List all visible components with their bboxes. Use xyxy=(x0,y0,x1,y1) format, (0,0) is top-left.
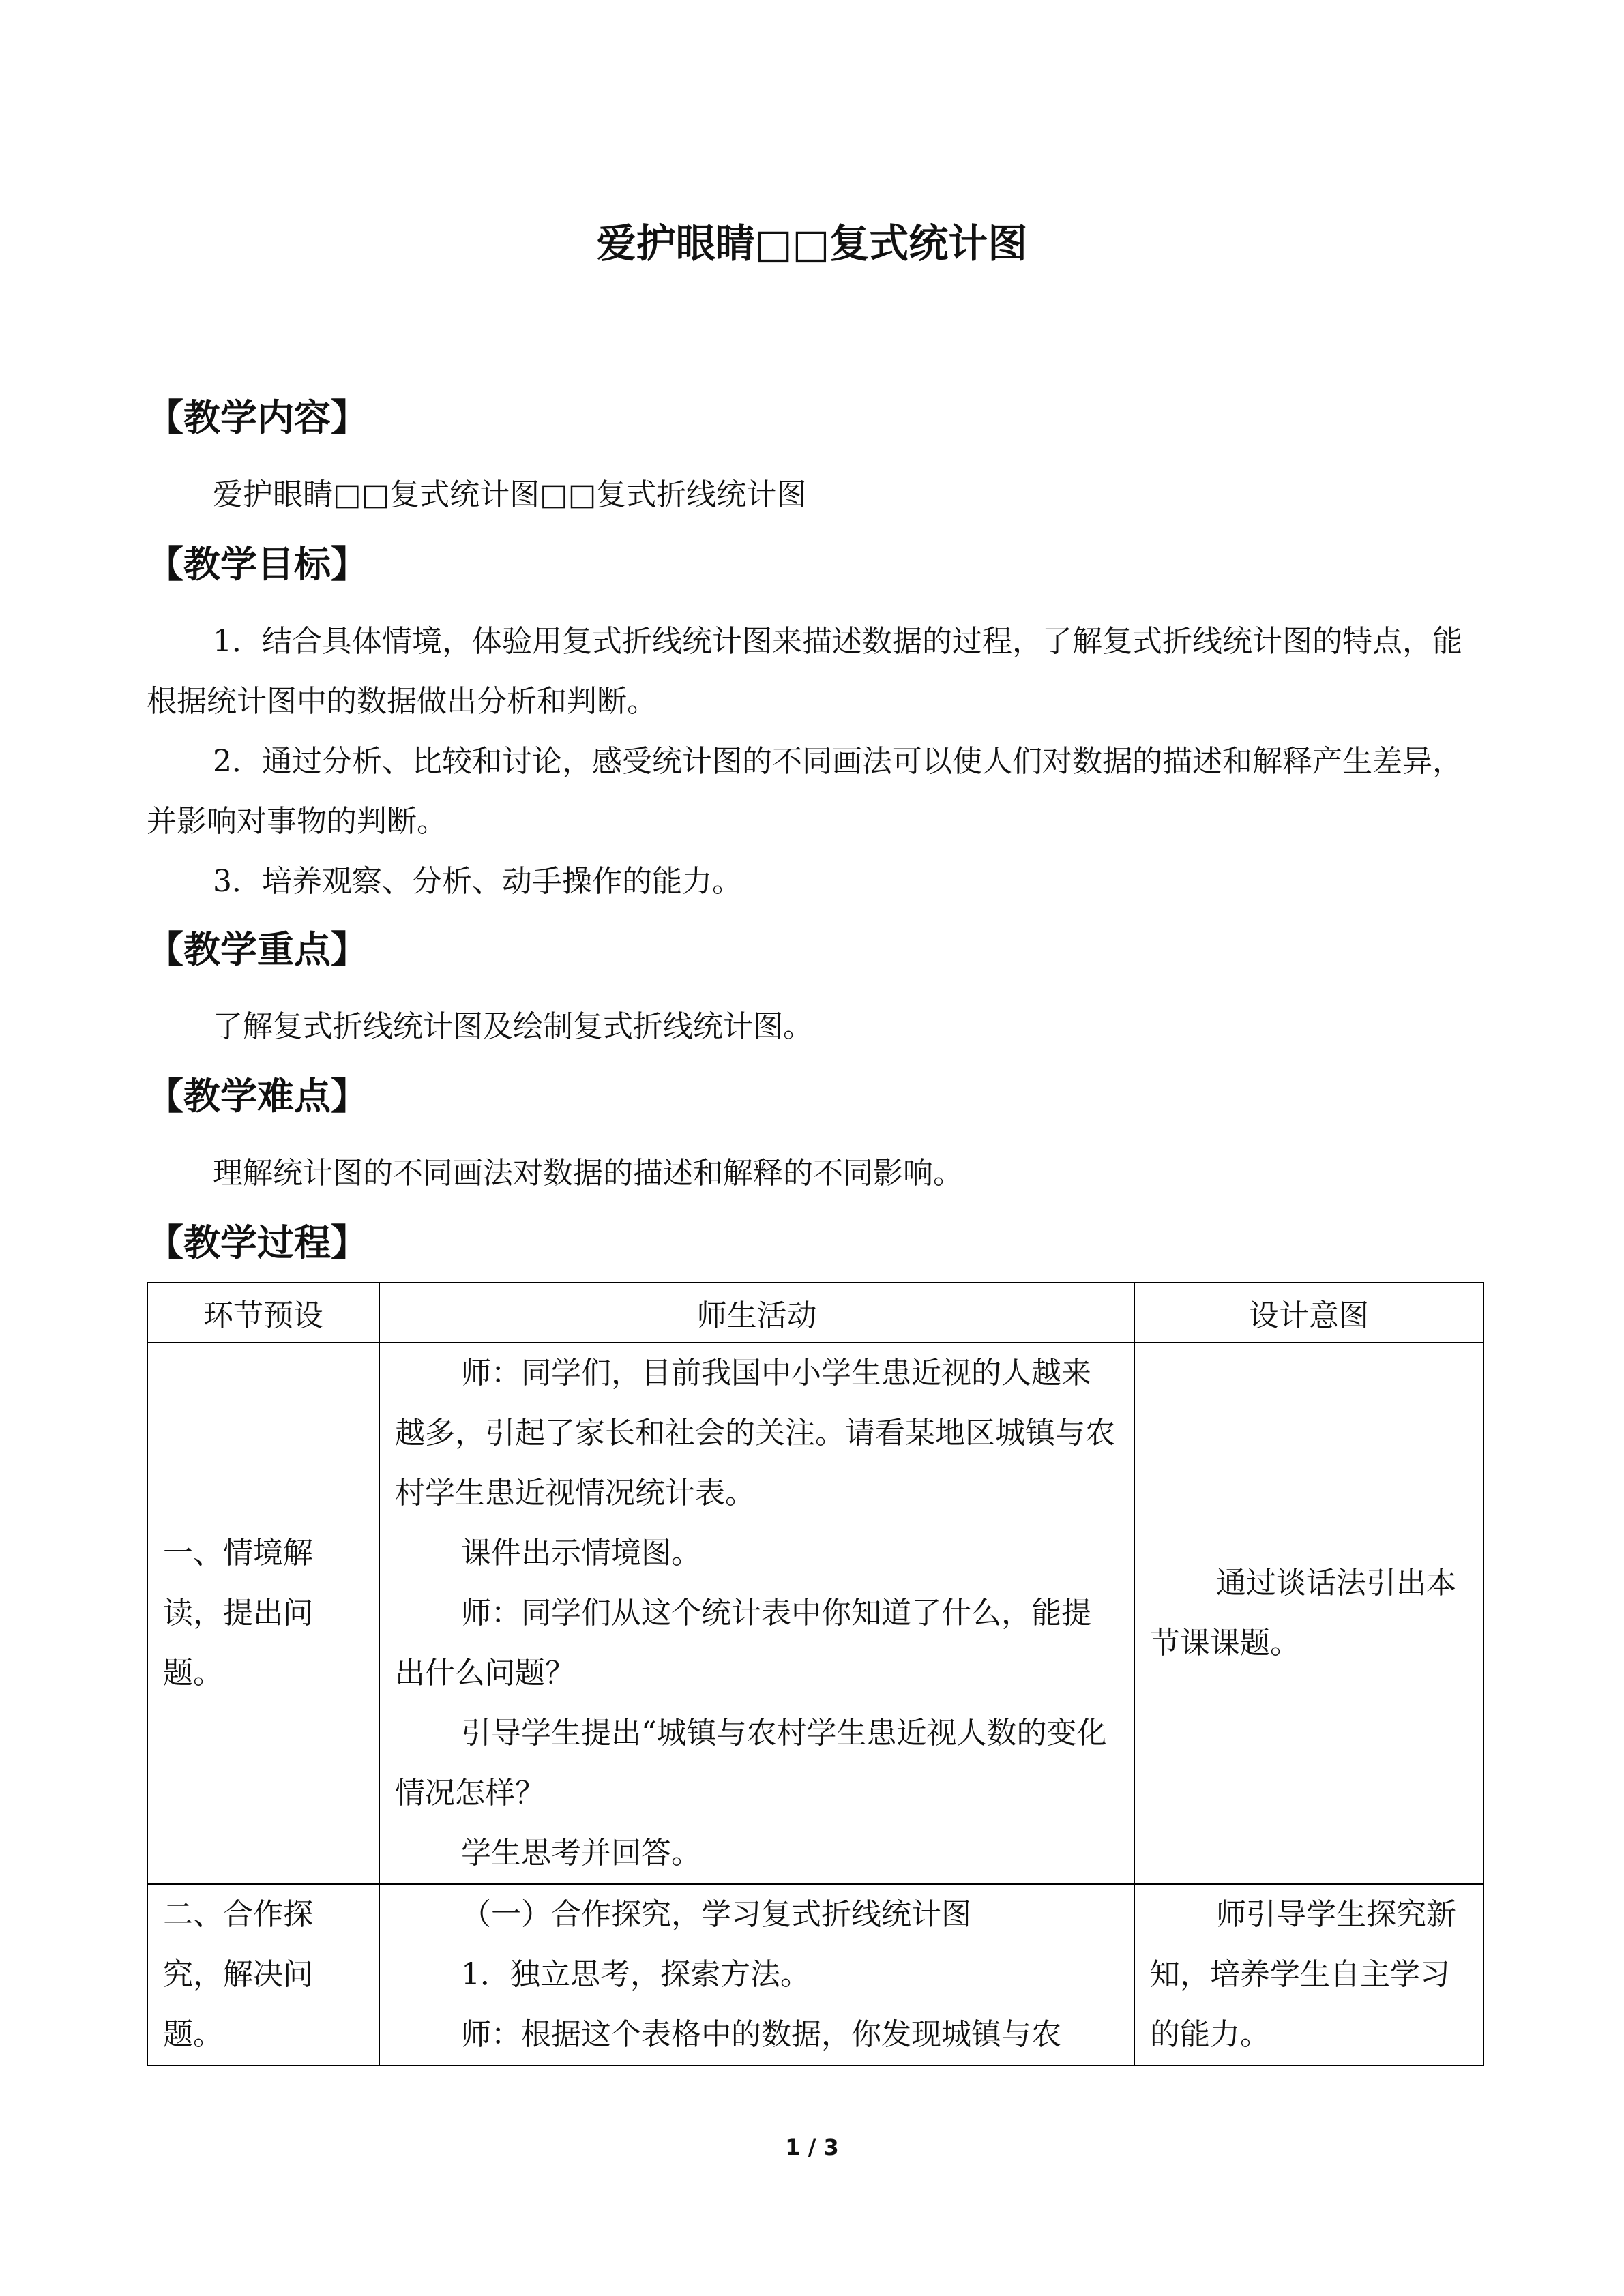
stage-cell xyxy=(147,1884,379,2066)
activity-line: 学生思考并回答。 xyxy=(461,1836,701,1870)
activity-line: 师：同学们从这个统计表中你知道了什么，能提出什么问题？ xyxy=(395,1596,1091,1690)
heading-content: 【教学内容】 xyxy=(147,396,368,439)
activity-line: 引导学生提出“城镇与农村学生患近视人数的变化情况怎样？ xyxy=(395,1716,1107,1810)
content-paragraph: 爱护眼睛□□复式统计图□□复式折线统计图 xyxy=(213,477,807,512)
objective-item-2: 2．通过分析、比较和讨论，感受统计图的不同画法可以使人们对数据的描述和解释产生差异，并影响对事物的判断。 xyxy=(147,744,1462,839)
activity-line: 师：同学们，目前我国中小学生患近视的人越来越多，引起了家长和社会的关注。请看某地区城镇与农村学生患近视情况统计表。 xyxy=(395,1356,1115,1510)
activity-line: 师：根据这个表格中的数据，你发现城镇与农 xyxy=(461,2017,1061,2052)
activities-cell xyxy=(379,1343,1134,1884)
table-header-row xyxy=(147,1283,1483,1343)
activity-line: 课件出示情境图。 xyxy=(461,1536,701,1570)
process-table xyxy=(147,1282,1484,2066)
difficulties-paragraph: 理解统计图的不同画法对数据的描述和解释的不同影响。 xyxy=(213,1156,963,1191)
objective-item-1: 1．结合具体情境，体验用复式折线统计图来描述数据的过程，了解复式折线统计图的特点，能根据统计图中的数据做出分析和判断。 xyxy=(147,624,1462,719)
table-row xyxy=(147,1343,1483,1884)
objective-item-3: 3．培养观察、分析、动手操作的能力。 xyxy=(213,864,742,899)
page-number: 1 / 3 xyxy=(785,2134,839,2160)
intent-text: 通过谈话法引出本节课课题。 xyxy=(1150,1566,1456,1660)
difficulties-text xyxy=(147,1144,1477,1204)
stage-line: 题。 xyxy=(163,1656,223,1690)
stage-line: 二、合作探 xyxy=(163,1897,313,1932)
header-activities: 师生活动 xyxy=(379,1283,1134,1343)
table-row xyxy=(147,1884,1483,2066)
content-text xyxy=(147,465,1477,525)
heading-process: 【教学过程】 xyxy=(147,1221,368,1264)
heading-objectives: 【教学目标】 xyxy=(147,543,368,586)
stage-line: 究，解决问 xyxy=(163,1957,313,1992)
intent-cell xyxy=(1134,1343,1483,1884)
stage-line: 题。 xyxy=(163,2017,223,2052)
stage-line: 读，提出问 xyxy=(163,1596,313,1630)
activity-line: （一）合作探究，学习复式折线统计图 xyxy=(461,1897,971,1932)
stage-line: 一、情境解 xyxy=(163,1536,313,1570)
header-intent: 设计意图 xyxy=(1134,1283,1483,1343)
intent-text: 师引导学生探究新知，培养学生自主学习的能力。 xyxy=(1150,1897,1456,2052)
heading-difficulties: 【教学难点】 xyxy=(147,1075,368,1118)
stage-cell xyxy=(147,1343,379,1884)
activities-cell xyxy=(379,1884,1134,2066)
document-title: 爱护眼睛□□复式统计图 xyxy=(596,220,1028,267)
activity-line: 1．独立思考，探索方法。 xyxy=(461,1957,810,1992)
key-points-text xyxy=(147,997,1477,1057)
objectives-text xyxy=(147,612,1477,912)
key-points-paragraph: 了解复式折线统计图及绘制复式折线统计图。 xyxy=(213,1009,813,1044)
header-stage: 环节预设 xyxy=(147,1283,379,1343)
heading-key-points: 【教学重点】 xyxy=(147,928,368,971)
intent-cell xyxy=(1134,1884,1483,2066)
